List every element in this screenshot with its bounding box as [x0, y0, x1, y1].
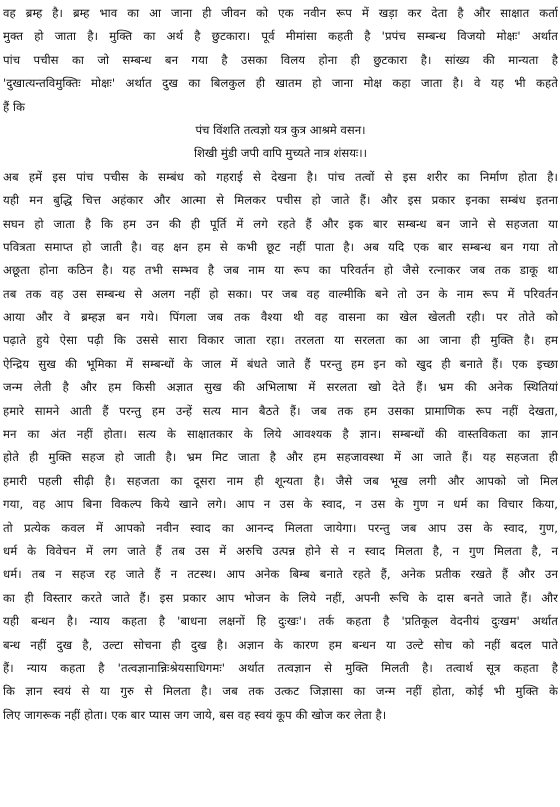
text-line: पवित्रता समाप्त हो जाती है। वह क्षन हम से कभी छूट नहीं पाता है। अब यदि एक बार सम्बन्ध बन गया तो [3, 239, 558, 254]
text-line: मुक्त हो जाता है। मुक्ति का अर्थ है छुटकारा। पूर्व मीमांसा कहती है 'प्रपंच सम्बन्ध विजयो मोक्षः' अर्थात [3, 29, 558, 44]
text-line: धर्म के विवेचन में लग जाते हैं तब उस में अरुचि उत्पन्न होने से न स्वाद मिलता है, न गुण मिलता है, न [3, 543, 558, 558]
text-line: होते ही मुक्ति सहज हो जाती है। भ्रम मिट जाता है और हम सहजावस्था में आ जाते हैं। यह सहजता ही [3, 450, 558, 465]
verse-line: पंच विंशति तत्वज्ञो यत्र कुत्र आश्रमे वसन। [195, 122, 366, 137]
text-line: हमारे सामने आती हैं परन्तु हम उन्हें सत्य मान बैठते हैं। जब तक हम उसका प्रामाणिक रूप नहीं देखता, [3, 403, 558, 418]
text-line: पांच पचीस का जो सम्बन्ध बन गया है उसका विलय होना ही छुटकारा है। सांख्य की मान्यता है [3, 52, 558, 67]
text-line: सघन हो जाता है कि हम उन की ही पूर्ति में लगे रहते हैं और इक बार सम्बन्ध बन जाने से सहजता या [3, 216, 558, 231]
verse-block [3, 119, 558, 166]
text-line: हैं कि [3, 99, 26, 114]
text-line: जन्म लेती है और हम किसी अज्ञात सुख की अभिलाषा में सरलता खो देते हैं। भ्रम की अनेक स्थितियां [3, 380, 558, 395]
text-line: आया और वे ब्रम्हज्ञ बन गये। पिंगला जब तक वैश्या थी वह वासना का खेल खेलती रही। पर तोते को [3, 310, 558, 325]
text-line: गया, वह आप बिना विकल्प किये खाने लगे। आप न उस के स्वाद, न उस के गुण न धर्म का विचार किया, [3, 497, 558, 512]
intro-block [3, 2, 558, 119]
text-line: तो प्रत्येक कवल में आपको नवीन स्वाद का आनन्द मिलता जायेगा। परन्तु जब आप उस के स्वाद, गुण, [3, 520, 558, 535]
text-line: मन का अंत नहीं होता। सत्य के साक्षातकार के लिये आवश्यक है ज्ञान। सम्बन्धों की वास्तविकता का ज्ञान [3, 427, 558, 442]
text-line: 'दुखात्यन्तविमुक्तिः मोक्षः' अर्थात दुख का बिलकुल ही खातम हो जाना मोक्ष कहा जाता है। वे यह भी कहते [3, 76, 558, 91]
text-line: यही बन्धन है। न्याय कहता है 'बाधना लक्षनों हि दुःखः'। तर्क कहता है 'प्रतिकूल वेदनीयं दुःखम' अर्थात [3, 614, 558, 629]
text-line: वह ब्रम्ह है। ब्रम्ह भाव का आ जाना ही जीवन को एक नवीन रूप में खड़ा कर देता है और साक्षात कर्ता [3, 6, 558, 20]
verse-line: शिखी मुंडी जपी वापि मुच्यते नात्र शंसयः।। [193, 146, 368, 161]
body-paragraph [3, 166, 558, 727]
text-line: कि ज्ञान स्वयं से या गुरु से मिलता है। जब तक उत्कट जिज्ञासा का जन्म नहीं होता, कोई भी मुक्ति के [3, 684, 558, 699]
text-line: हमारी पहली सीढ़ी है। सहजता का दूसरा नाम ही शून्यता है। जैसे जब भूख लगी और आपको जो मिल [3, 473, 558, 488]
text-line: लिए जागरूक नहीं होता। एक बार प्यास जग जाये, बस वह स्वयं कूप की खोज कर लेता है। [3, 707, 387, 722]
text-line: बन्ध नहीं दुख है, उल्टा सोचना ही दुख है। अज्ञान के कारण हम बन्धन या उल्टे सोच को नहीं बदल पाते [3, 637, 558, 652]
text-line: पढ़ाते हुये ऐसा पढ़ी कि उससे सारा विकार जाता रहा। तरलता या सरलता का आ जाना ही मुक्ति है। हम [3, 333, 558, 348]
text-line: का ही विस्तार करते जाते हैं। इस प्रकार आप भोजन के लिये नहीं, अपनी रूचि के दास बनते जाते हैं। और [3, 590, 558, 605]
text-line: अछूता होना कठिन है। यह तभी सम्भव है जब नाम या रूप का परिवर्तन हो जैसे रत्नाकर जब तक डाकू था [3, 263, 558, 278]
text-line: यही मन बुद्धि चित्त अहंकार और आत्मा से मिलकर पचीस हो जाते हैं। और इस प्रकार इनका सम्बंध इतना [3, 193, 558, 208]
text-line: धर्म। तब न सहज रह जाते हैं न तटस्थ। आप अनेक बिम्ब बनाते रहते हैं, अनेक प्रतीक रखते हैं और उन [3, 567, 558, 582]
text-line: अब हमें इस पांच पचीस के सम्बंध को गहराई से देखना है। पांच तत्वों से इस शरीर का निर्माण होता है। [3, 169, 558, 184]
text-line: ऐन्द्रिय सुख की भूमिका में सम्बन्धों के जाल में बंधते जाते हैं परन्तु हम इन को खुद ही बनाते हैं। एक इच्छा [3, 356, 558, 371]
text-line: तब तक वह उस सम्बन्ध से अलग नहीं हो सका। पर जब वह वाल्मीकि बने तो उन के नाम रूप में परिवर्तन [3, 286, 558, 301]
text-line: हैं। न्याय कहता है 'तत्वज्ञानान्निःश्रेयसाधिगमः' अर्थात तत्वज्ञान से मुक्ति मिलती है। तत्वार्थ सूत्र कहता है [3, 660, 558, 675]
